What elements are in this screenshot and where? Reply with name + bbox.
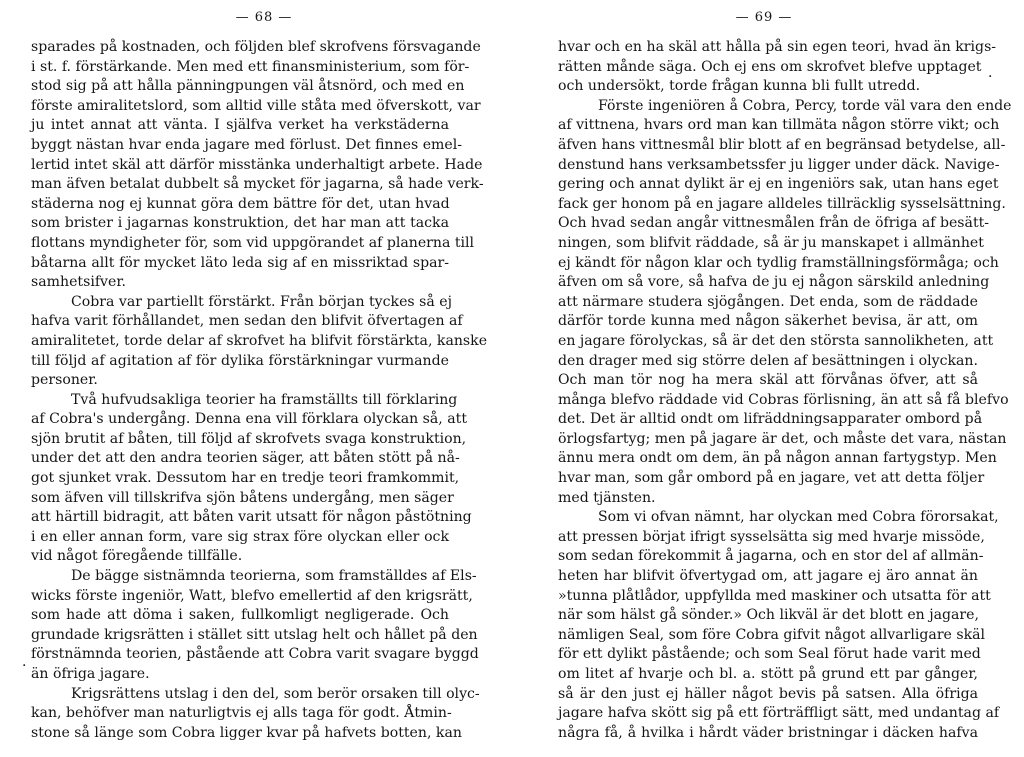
text-line: hvar och en ha skäl att hålla på sin egen teori, hvad än krigs-: [558, 39, 997, 55]
text-line: De bägge sistnämnda teorierna, som framställdes af Els-: [71, 568, 477, 585]
text-line: äfven om så vore, så hafva de ju ej någon särskild anledning: [558, 274, 990, 291]
text-line: Förste ingeniören å Cobra, Percy, torde väl vara den ende: [598, 97, 1012, 114]
text-line: Och hvad sedan angår vittnesmålen från de öfriga af besätt-: [558, 215, 990, 232]
text-line: rätten månde säga. Och ej ens om skrofvet blefve upptaget: [558, 58, 982, 75]
text-line: några få, å hvilka i hårdt väder bristningar i däcken hafva: [558, 724, 978, 741]
text-line: den drager med sig större delen af besättningen i olyckan.: [558, 352, 978, 369]
text-line: stone så länge som Cobra ligger kvar på hafvets botten, kan: [31, 724, 462, 741]
text-line: än öfriga jagare.: [31, 666, 150, 682]
text-line: en jagare förolyckas, så är det den största sannolikheten, att: [558, 332, 994, 349]
text-line: förste amiralitetslord, som alltid ville ståta med öfverskott, var: [31, 97, 481, 114]
text-line: Cobra var partiellt förstärkt. Från början tyckes så ej: [71, 293, 452, 310]
text-line: byggt nästan hvar enda jagare med förlust. Det finnes emel-: [31, 136, 463, 153]
text-line: och undersökt, torde frågan kunna bli fullt utredd.: [558, 78, 921, 95]
text-line: ännu mera ondt om dem, än på någon annan fartygstyp. Men: [558, 450, 997, 467]
margin-mark: ·: [988, 69, 993, 85]
text-line: denstund hans verksambetssfer ju ligger under däck. Navige-: [558, 156, 1000, 173]
text-line: det. Det är alltid ondt om lifräddningsapparater ombord på: [558, 411, 983, 428]
text-line: wicks förste ingeniör, Watt, blefvo emellertid af den krigsrätt,: [31, 587, 473, 604]
text-line: sparades på kostnaden, och följden blef skrofvens försvagande: [31, 39, 481, 55]
text-line: nämligen Seal, som före Cobra gifvit något allvarligare skäl: [558, 626, 986, 643]
text-line: Och man tör nog ha mera skäl att förvånas öfver, att så: [558, 372, 978, 389]
text-line: för ett dylikt påstående; och som Seal förut hade varit med: [558, 646, 981, 663]
text-line: i st. f. förstärkande. Men med ett finansministerium, som för-: [31, 58, 470, 75]
text-line: »tunna plåtlådor, uppfyllda med maskiner och utsatta för att: [558, 587, 991, 604]
text-line: hvar man, som går ombord på en jagare, vet att detta följer: [558, 470, 985, 487]
text-line: när som hälst gå sönder.» Och likväl är det blott en jagare,: [558, 607, 979, 624]
text-line: amiralitetet, torde delar af skrofvet ha blifvit förstärkta, kanske: [31, 332, 488, 349]
text-line: sjön brutit af båten, till följd af skrofvets svaga konstruktion,: [31, 430, 467, 447]
left-page-text: [31, 38, 488, 743]
text-line: vid något föregående tillfälle.: [31, 548, 243, 565]
text-line: många blefvo räddade vid Cobras förlisning, än att så få blefvo: [558, 391, 1009, 408]
text-line: ju intet annat att vänta. I själfva verket ha verkstäderna: [31, 117, 449, 134]
text-line: hafva varit förhållandet, men sedan den blifvit öfvertagen af: [31, 313, 463, 330]
text-line: ningen, som blifvit räddade, så är ju manskapet i allmänhet: [558, 234, 984, 251]
text-line: att pressen börjat ifrigt sysselsätta sig med hvarje missöde,: [558, 528, 985, 545]
text-line: om litet af hvarje och bl. a. stött på grund ett par gånger,: [558, 666, 978, 682]
margin-mark: ·: [22, 658, 27, 674]
text-line: som äfven vill tillskrifva sjön båtens undergång, men säger: [31, 489, 454, 506]
text-line: som hade att döma i saken, fullkomligt negligerade. Och: [31, 607, 449, 624]
text-line: som brister i jagarnas konstruktion, det har man att tacka: [31, 215, 449, 232]
text-line: man äfven betalat dubbelt så mycket för jagarna, så hade verk-: [31, 176, 484, 193]
text-line: i en eller annan form, vare sig strax före olyckan eller ock: [31, 528, 449, 545]
text-line: af Cobra's undergång. Denna ena vill förklara olyckan så, att: [31, 411, 467, 428]
text-line: under det att den andra teorien säger, att båten stött på nå-: [31, 450, 460, 467]
text-line: flottans myndigheter för, som vid uppgörandet af planerna till: [31, 234, 475, 251]
text-line: stod sig på att hålla pänningpungen väl åtsnörd, och med en: [31, 78, 465, 95]
text-line: ej kändt för någon klar och tydlig framställningsförmåga; och: [558, 254, 999, 271]
text-line: äfven hans vittnesmål blir blott af en begränsad betydelse, all-: [558, 136, 1006, 153]
text-line: heten har blifvit öfvertygad om, att jagare ej äro annat än: [558, 568, 978, 585]
text-line: att härtill bidragit, att båten varit utsatt för någon påstötning: [31, 509, 472, 526]
text-line: därför torde kunna med någon säkerhet bevisa, är att, om: [558, 313, 978, 330]
text-line: af vittnena, hvars ord man kan tillmäta någon större vikt; och: [558, 117, 1000, 134]
text-line: örlogsfartyg; men på jagare är det, och måste det vara, nästan: [558, 430, 1007, 447]
right-page-text: [558, 38, 1012, 743]
page-number: — 69 —: [735, 10, 793, 25]
text-line: så är den just ej häller något bevis på satsen. Alla öfriga: [558, 685, 978, 702]
text-line: samhetsifver.: [31, 274, 127, 291]
text-line: förstnämnda teorien, påstående att Cobra varit svagare byggd: [31, 646, 479, 663]
text-line: jagare hafva skött sig på ett förträffligt sätt, med undantag af: [558, 705, 1000, 722]
text-line: Krigsrättens utslag i den del, som berör orsaken till olyc-: [71, 685, 480, 702]
text-line: grundade krigsrätten i stället sitt utslag helt och hållet på den: [31, 626, 478, 643]
text-line: lertid intet skäl att därför misstänka underhaltigt arbete. Hade: [31, 156, 483, 173]
text-line: att närmare studera sjögången. Det enda, som de räddade: [558, 293, 978, 310]
text-line: städerna nog ej kunnat göra dem bättre för det, utan hvad: [31, 195, 450, 212]
page-number: — 68 —: [235, 10, 293, 25]
text-line: till följd af agitation af för dylika förstärkningar vurmande: [31, 352, 449, 369]
text-line: personer.: [31, 372, 98, 389]
text-line: som sedan förekommit å jagarna, och en stor del af allmän-: [558, 548, 984, 565]
text-line: med tjänsten.: [558, 489, 656, 506]
text-line: kan, behöfver man naturligtvis ej alls taga för godt. Åtmin-: [31, 705, 452, 722]
right-page: [512, 0, 1024, 757]
text-line: fack ger honom på en jagare alldeles tillräcklig sysselsättning.: [558, 195, 1006, 212]
text-line: gering och annat dylikt är ej en ingeniörs sak, utan hans eget: [558, 176, 999, 193]
text-line: Två hufvudsakliga teorier ha framställts till förklaring: [71, 391, 458, 408]
text-line: båtarna allt för mycket läto leda sig af en missriktad spar-: [31, 254, 449, 271]
text-line: Som vi ofvan nämnt, har olyckan med Cobra förorsakat,: [598, 509, 999, 526]
text-line: got sjunket vrak. Dessutom har en tredje teori framkommit,: [31, 470, 460, 487]
